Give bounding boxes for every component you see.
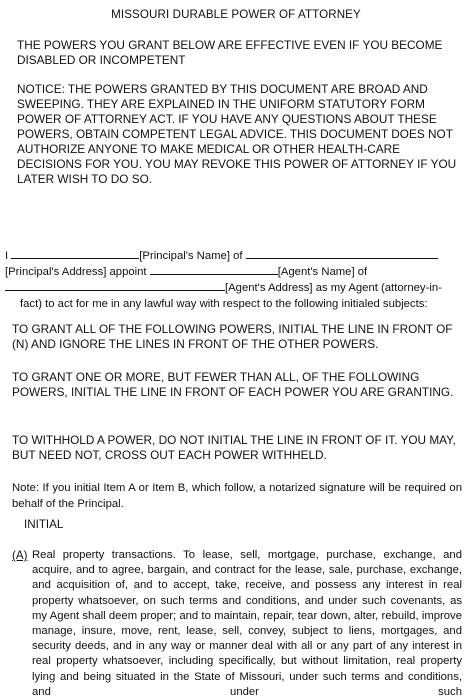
withhold-paragraph: TO WITHHOLD A POWER, DO NOT INITIAL THE LINE IN FRONT OF IT. YOU MAY, BUT NEED NOT, CROSS OUT EACH POWER WITHHELD.: [12, 433, 456, 462]
document-title: MISSOURI DURABLE POWER OF ATTORNEY: [111, 8, 361, 21]
principal-name-blank[interactable]: [11, 248, 139, 259]
grant-all-paragraph: TO GRANT ALL OF THE FOLLOWING POWERS, INITIAL THE LINE IN FRONT OF (N) AND IGNORE THE LINES IN FRONT OF THE OTHER POWERS.: [12, 322, 453, 351]
principal-line-2: [5, 264, 469, 280]
principal-line-3: [5, 280, 469, 296]
i-label: I: [5, 250, 9, 262]
item-a-marker[interactable]: (A): [12, 549, 28, 562]
grant-some-paragraph: TO GRANT ONE OR MORE, BUT FEWER THAN ALL, OF THE FOLLOWING POWERS, INITIAL THE LINE IN FRONT OF EACH POWER YOU ARE GRANTING.: [12, 370, 454, 399]
principal-line-4: [5, 296, 469, 312]
principal-address-blank[interactable]: [246, 248, 438, 259]
principal-line-1: [5, 248, 469, 264]
principal-section: [5, 248, 469, 312]
principal-name-label: [Principal's Name] of: [139, 250, 243, 262]
effective-paragraph: THE POWERS YOU GRANT BELOW ARE EFFECTIVE EVEN IF YOU BECOME DISABLED OR INCOMPETENT: [17, 38, 443, 67]
principal-address-label: [Principal's Address] appoint: [5, 266, 147, 278]
initial-heading: INITIAL: [24, 518, 64, 531]
notice-paragraph: NOTICE: THE POWERS GRANTED BY THIS DOCUMENT ARE BROAD AND SWEEPING. THEY ARE EXPLAINED IN THE UNIFORM STATUTORY FORM POWER OF ATTORNEY ACT. IF YOU HAVE ANY QUESTIONS ABOUT THESE POWERS, OBTAIN COMPETENT LEGAL ADVICE. THIS DOCUMENT DOES NOT AUTHORIZE ANYONE TO MAKE MEDICAL OR OTHER HEALTH-CARE DECISIONS FOR YOU. YOU MAY REVOKE THIS POWER OF ATTORNEY IF YOU LATER WISH TO DO SO.: [17, 82, 457, 186]
agent-address-label: [Agent's Address] as my Agent (attorney-in-: [225, 282, 442, 294]
agent-name-label: [Agent's Name] of: [277, 266, 368, 278]
note-paragraph: Note: If you initial Item A or Item B, which follow, a notarized signature will be required on behalf of the Principal.: [12, 482, 462, 510]
agent-name-blank[interactable]: [150, 264, 278, 275]
agent-address-blank[interactable]: [5, 280, 225, 291]
closing-text: fact) to act for me in any lawful way with respect to the following initialed subjects:: [20, 298, 428, 310]
item-a-text: Real property transactions. To lease, sell, mortgage, purchase, exchange, and acquire, and to agree, bargain, and contract for the lease, sale, purchase, exchange, and acquisition of, and to accept, take, receive, and possess any interest in real property whatsoever, on such terms and conditions, and under such covenants, as my Agent shall deem proper; and to maintain, repair, tear down, alter, rebuild, improve manage, insure, move, rent, lease, sell, convey, subject to liens, mortgages, and security deeds, and in any way or manner deal with all or any part of any interest in real property whatsoever, including specifically, but without limitation, real property lying and being situated in the State of Missouri, under such terms and conditions, and under such: [32, 549, 462, 698]
